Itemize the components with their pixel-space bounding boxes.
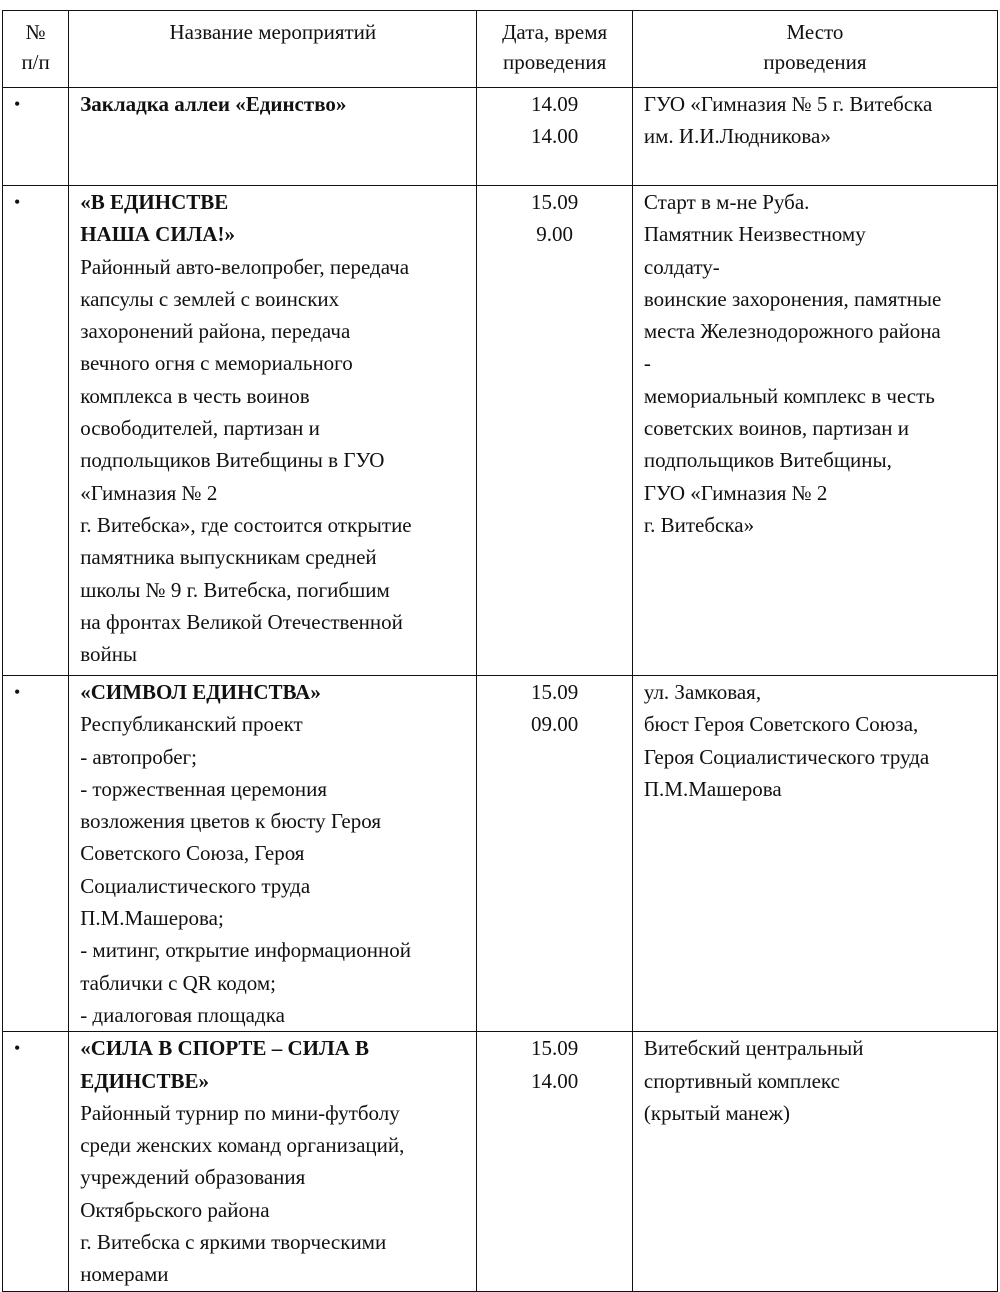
event-place: места Железнодорожного района <box>643 319 941 344</box>
event-place-cell <box>632 186 997 676</box>
event-date: 14.00 <box>531 1068 579 1093</box>
event-date-cell <box>477 676 632 1032</box>
event-date-cell <box>477 88 632 186</box>
event-place: Героя Социалистического труда <box>643 744 930 769</box>
event-place: мемориальный комплекс в честь <box>643 383 935 408</box>
event-place: ул. Замковая, <box>643 680 762 704</box>
event-description: Советского Союза, Героя <box>80 841 305 866</box>
event-date: 14.09 <box>531 92 579 116</box>
header-row <box>3 11 998 88</box>
event-name-cell <box>69 1032 477 1291</box>
bullet-marker: • <box>14 1038 21 1059</box>
event-place: Памятник Неизвестному <box>643 222 866 247</box>
event-description: на фронтах Великой Отечественной <box>80 609 403 634</box>
event-place: П.М.Машерова <box>643 776 782 801</box>
event-place: советских воинов, партизан и <box>643 416 909 441</box>
table-row <box>3 88 998 186</box>
event-description: учреждений образования <box>80 1165 306 1190</box>
event-description: - митинг, открытие информационной <box>80 938 411 963</box>
event-title: ЕДИНСТВЕ» <box>80 1068 209 1093</box>
row-number-cell <box>3 676 69 1032</box>
event-description: «Гимназия № 2 <box>80 480 218 505</box>
event-place: ГУО «Гимназия № 2 <box>643 480 828 505</box>
event-description: среди женских команд организаций, <box>80 1133 405 1158</box>
header-text: Дата, время <box>502 20 608 44</box>
bullet-marker: • <box>14 682 21 702</box>
event-title: «СИЛА В СПОРТЕ – СИЛА В <box>80 1036 370 1061</box>
event-place: спортивный комплекс <box>643 1068 840 1093</box>
event-date: 15.09 <box>531 680 579 704</box>
event-description: комплекса в честь воинов <box>80 383 310 408</box>
event-title: «В ЕДИНСТВЕ <box>80 190 229 214</box>
event-description: г. Витебска», где состоится открытие <box>80 512 412 537</box>
event-title: НАША СИЛА!» <box>80 222 235 247</box>
event-place-cell <box>632 1032 997 1291</box>
event-name-cell <box>69 88 477 186</box>
events-table <box>2 10 998 1292</box>
event-description: - автопробег; <box>80 744 197 769</box>
event-description: возложения цветов к бюсту Героя <box>80 809 381 834</box>
event-place: - <box>643 351 651 376</box>
event-description: - торжественная церемония <box>80 776 328 801</box>
header-text: проведения <box>763 50 867 74</box>
event-place: им. И.И.Людникова» <box>643 124 831 149</box>
event-place-cell <box>632 88 997 186</box>
event-description: Республиканский проект <box>80 712 303 737</box>
event-description: номерами <box>80 1262 169 1287</box>
header-text: п/п <box>21 50 50 74</box>
row-number-cell <box>3 1032 69 1291</box>
header-name <box>69 11 477 88</box>
event-description: школы № 9 г. Витебска, погибшим <box>80 577 390 602</box>
event-title: «СИМВОЛ ЕДИНСТВА» <box>80 680 321 704</box>
event-place: Старт в м-не Руба. <box>643 190 810 214</box>
event-description: таблички с QR кодом; <box>80 970 277 995</box>
header-text: Место <box>786 20 844 44</box>
bullet-marker: • <box>14 192 21 212</box>
header-text: № <box>25 20 46 44</box>
event-description: памятника выпускникам средней <box>80 545 377 570</box>
event-date: 15.09 <box>531 190 579 214</box>
event-description: подпольщиков Витебщины в ГУО <box>80 448 385 473</box>
event-name-cell <box>69 676 477 1032</box>
event-description: г. Витебска с яркими творческими <box>80 1230 387 1255</box>
event-date: 09.00 <box>531 712 579 737</box>
event-place: г. Витебска» <box>643 512 755 537</box>
event-name-cell <box>69 186 477 676</box>
event-place: (крытый манеж) <box>643 1100 790 1125</box>
header-text: Название мероприятий <box>169 20 377 44</box>
event-date: 15.09 <box>531 1036 579 1061</box>
event-place: воинские захоронения, памятные <box>643 286 942 311</box>
event-place: подпольщиков Витебщины, <box>643 448 892 473</box>
event-description: Социалистического труда <box>80 873 311 898</box>
table-row <box>3 186 998 676</box>
event-description: захоронений района, передача <box>80 319 351 344</box>
event-date-cell <box>477 186 632 676</box>
event-description: - диалоговая площадка <box>80 1002 285 1027</box>
header-place <box>632 11 997 88</box>
event-description: Районный турнир по мини-футболу <box>80 1100 400 1125</box>
table-row <box>3 676 998 1032</box>
event-place-cell <box>632 676 997 1032</box>
event-date-cell <box>477 1032 632 1291</box>
event-title: Закладка аллеи «Единство» <box>80 92 347 116</box>
event-description: капсулы с землей с воинских <box>80 286 340 311</box>
event-description: войны <box>80 642 138 667</box>
bullet-marker: • <box>14 94 21 114</box>
row-number-cell <box>3 88 69 186</box>
table-row <box>3 1032 998 1291</box>
header-num <box>3 11 69 88</box>
event-description: Октябрьского района <box>80 1197 270 1222</box>
event-description: П.М.Машерова; <box>80 906 224 931</box>
event-place: солдату- <box>643 254 720 279</box>
event-description: Районный авто-велопробег, передача <box>80 254 410 279</box>
row-number-cell <box>3 186 69 676</box>
event-date: 9.00 <box>536 222 574 247</box>
event-place: ГУО «Гимназия № 5 г. Витебска <box>643 92 933 116</box>
header-text: проведения <box>503 50 607 74</box>
header-date <box>477 11 632 88</box>
event-date: 14.00 <box>531 124 579 149</box>
event-description: освободителей, партизан и <box>80 416 320 441</box>
event-place: бюст Героя Советского Союза, <box>643 712 919 737</box>
event-place: Витебский центральный <box>643 1036 864 1061</box>
event-description: вечного огня с мемориального <box>80 351 353 376</box>
